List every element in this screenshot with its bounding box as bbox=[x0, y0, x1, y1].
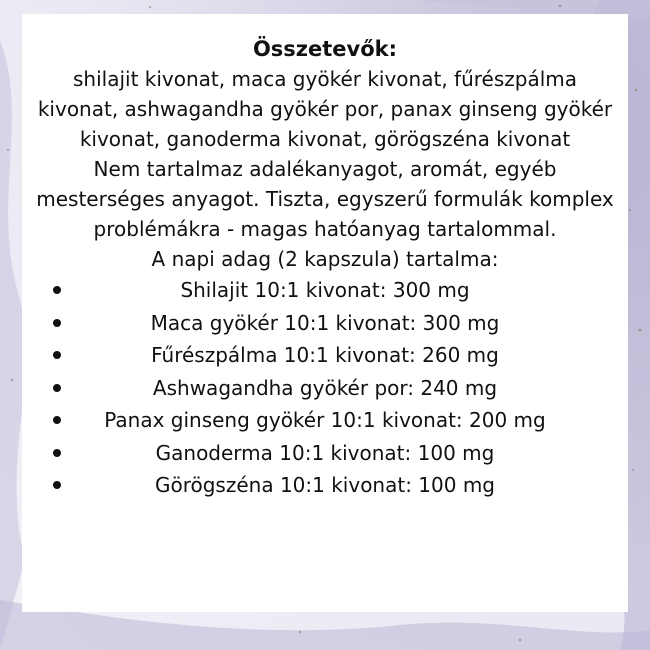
bullet-icon bbox=[53, 449, 61, 457]
bullet-icon bbox=[53, 351, 61, 359]
additives-note: Nem tartalmaz adalékanyagot, aromát, egyéb mesterséges anyagot. Tiszta, egyszerű formulák komplex problémákra - magas hatóanyag tartalommal. bbox=[36, 157, 614, 241]
content-card bbox=[22, 14, 628, 612]
bullet-icon bbox=[53, 286, 61, 294]
list-item bbox=[22, 372, 628, 405]
list-item-label: Görögszéna 10:1 kivonat: 100 mg bbox=[154, 473, 496, 497]
list-item bbox=[22, 307, 628, 340]
list-item bbox=[22, 437, 628, 470]
list-item bbox=[22, 404, 628, 437]
product-info bbox=[22, 34, 628, 502]
list-item-label: Panax ginseng gyökér 10:1 kivonat: 200 mg bbox=[104, 408, 546, 432]
list-item bbox=[22, 469, 628, 502]
list-item bbox=[22, 274, 628, 307]
ingredients-title: Összetevők: bbox=[252, 37, 398, 61]
daily-dose-list bbox=[22, 274, 628, 502]
list-item-label: Ashwagandha gyökér por: 240 mg bbox=[152, 375, 498, 400]
list-item-label: Maca gyökér 10:1 kivonat: 300 mg bbox=[150, 310, 500, 335]
list-item-label: Shilajit 10:1 kivonat: 300 mg bbox=[180, 278, 470, 302]
list-item-label: Ganoderma 10:1 kivonat: 100 mg bbox=[155, 440, 495, 465]
bullet-icon bbox=[53, 319, 61, 327]
bullet-icon bbox=[53, 416, 61, 424]
ingredients-list-text: shilajit kivonat, maca gyökér kivonat, fűrészpálma kivonat, ashwagandha gyökér por, panax ginseng gyökér kivonat, ganoderma kivonat, görögszéna kivonat bbox=[37, 67, 613, 151]
list-item bbox=[22, 339, 628, 372]
list-item-label: Fűrészpálma 10:1 kivonat: 260 mg bbox=[151, 343, 499, 367]
bullet-icon bbox=[53, 481, 61, 489]
daily-dose-heading: A napi adag (2 kapszula) tartalma: bbox=[151, 247, 499, 271]
bullet-icon bbox=[53, 384, 61, 392]
